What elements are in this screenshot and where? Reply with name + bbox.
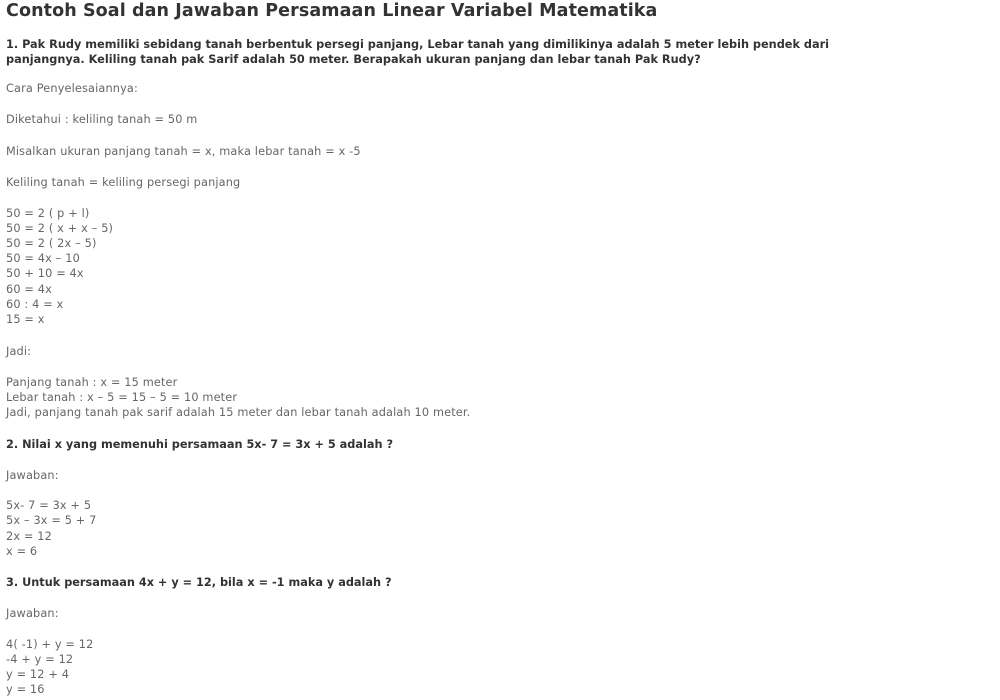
q1-step: 50 = 2 ( 2x – 5) <box>6 237 97 250</box>
q3-step: y = 12 + 4 <box>6 668 70 681</box>
q2-step: 2x = 12 <box>6 530 52 543</box>
q3-step: y = 16 <box>6 683 45 696</box>
answer-label: Jawaban: <box>6 607 59 620</box>
q1-step: 60 : 4 = x <box>6 298 64 311</box>
solution-heading: Cara Penyelesaiannya: <box>6 82 138 95</box>
q1-result: Jadi, panjang tanah pak sarif adalah 15 meter dan lebar tanah adalah 10 meter. <box>6 406 471 419</box>
q3-step: 4( -1) + y = 12 <box>6 638 94 651</box>
question-3: 3. Untuk persamaan 4x + y = 12, bila x = -1 maka y adalah ? <box>6 576 392 589</box>
q3-step: -4 + y = 12 <box>6 653 74 666</box>
answer-label: Jawaban: <box>6 469 59 482</box>
perimeter-text: Keliling tanah = keliling persegi panjang <box>6 176 241 189</box>
q1-step: 50 = 2 ( x + x – 5) <box>6 222 114 235</box>
given-text: Diketahui : keliling tanah = 50 m <box>6 113 198 126</box>
q1-result: Lebar tanah : x – 5 = 15 – 5 = 10 meter <box>6 391 238 404</box>
q1-result: Panjang tanah : x = 15 meter <box>6 376 178 389</box>
conclusion-label: Jadi: <box>6 345 32 358</box>
question-2: 2. Nilai x yang memenuhi persamaan 5x- 7 = 3x + 5 adalah ? <box>6 438 394 451</box>
q2-step: x = 6 <box>6 545 38 558</box>
q1-step: 60 = 4x <box>6 283 52 296</box>
q1-step: 50 = 2 ( p + l) <box>6 207 90 220</box>
question-1-line-2: panjangnya. Keliling tanah pak Sarif adalah 50 meter. Berapakah ukuran panjang dan lebar tanah Pak Rudy? <box>6 53 701 66</box>
q1-step: 15 = x <box>6 313 45 326</box>
q2-step: 5x- 7 = 3x + 5 <box>6 499 92 512</box>
q1-step: 50 + 10 = 4x <box>6 267 84 280</box>
assumption-text: Misalkan ukuran panjang tanah = x, maka lebar tanah = x -5 <box>6 145 361 158</box>
q1-step: 50 = 4x – 10 <box>6 252 80 265</box>
question-1-line-1: 1. Pak Rudy memiliki sebidang tanah berbentuk persegi panjang, Lebar tanah yang dimilikinya adalah 5 meter lebih pendek dari <box>6 38 830 51</box>
page-title: Contoh Soal dan Jawaban Persamaan Linear Variabel Matematika <box>6 1 658 21</box>
q2-step: 5x – 3x = 5 + 7 <box>6 514 97 527</box>
